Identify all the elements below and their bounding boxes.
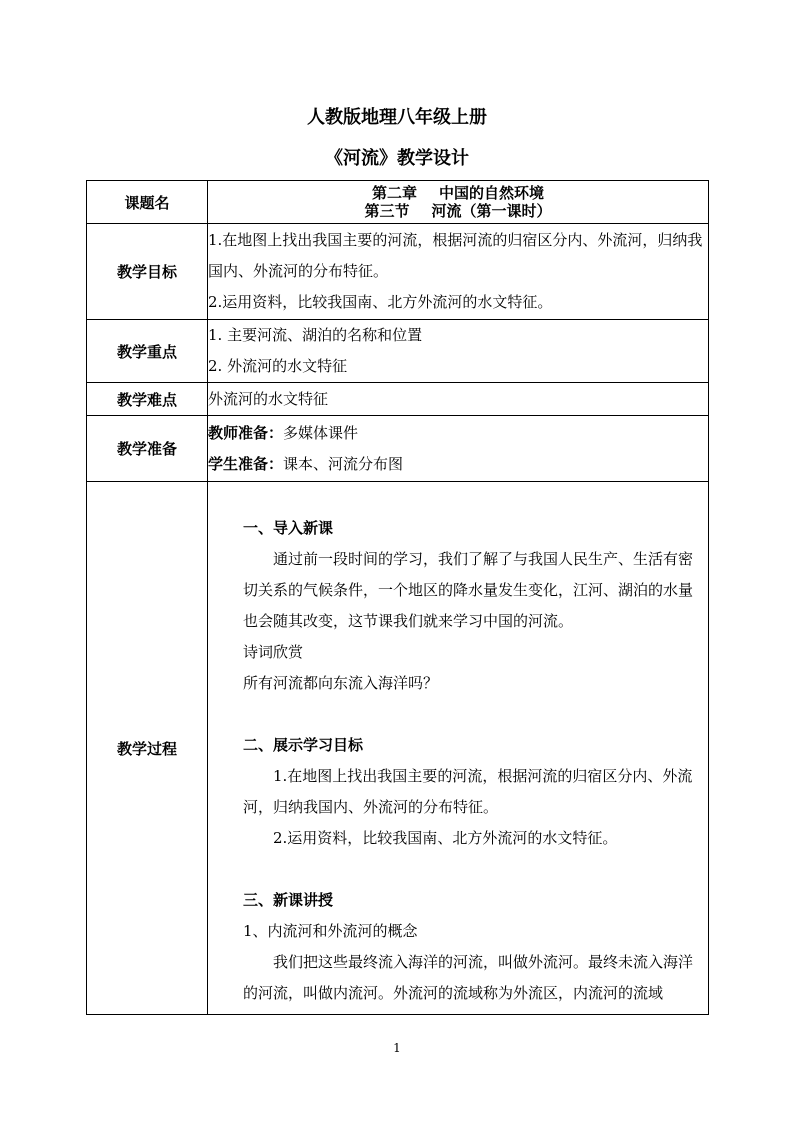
teacher-prep [208,418,708,449]
intro-paragraph: 通过前一段时间的学习，我们了解了与我国人民生产、生活有密切关系的气候条件，一个地区的降水量发生变化，江河、湖泊的水量也会随其改变，这节课我们就来学习中国的河流。 [243,550,694,630]
topic-label: 课题名 [87,181,208,224]
student-prep [208,449,708,480]
difficulty-label: 教学难点 [87,383,208,416]
page-number: 1 [393,1041,401,1055]
goals-label: 教学目标 [87,224,208,320]
lesson-plan-table [86,180,709,1015]
section-number: 第三节 [364,202,410,220]
teacher-prep-label: 教师准备： [208,423,284,442]
difficulty-content: 外流河的水文特征 [208,383,709,416]
prep-label: 教学准备 [87,416,208,482]
table-row-difficulty [87,383,709,416]
topic-content [208,181,709,224]
key-points-content [208,320,709,383]
document-subtitle: 《河流》教学设计 [325,148,469,169]
prep-content [208,416,709,482]
goals-content [208,224,709,320]
chapter-line [208,184,708,202]
lecture-subheading: 1、内流河和外流河的概念 [243,922,418,940]
goal-item-1: 1.在地图上找出我国主要的河流，根据河流的归宿区分内、外流河，归纳我国内、外流河的分布特征。 [208,231,703,280]
table-row-goals [87,224,709,320]
section-heading-goals: 二、展示学习目标 [243,736,364,754]
table-row-prep [87,416,709,482]
intro-poem: 诗词欣赏 [243,643,304,661]
section-name: 河流（第一课时） [431,202,552,220]
teacher-prep-text: 多媒体课件 [283,423,359,442]
section-heading-lecture: 三、新课讲授 [243,891,334,909]
document-title: 人教版地理八年级上册 [307,107,487,128]
student-prep-label: 学生准备： [208,454,284,473]
key-point-item-1: 1. 主要河流、湖泊的名称和位置 [208,326,423,344]
process-goal-1: 1.在地图上找出我国主要的河流，根据河流的归宿区分内、外流河，归纳我国内、外流河的分布特征。 [243,767,693,816]
lecture-paragraph: 我们把这些最终流入海洋的河流，叫做外流河。最终未流入海洋的河流，叫做内流河。外流河的流域称为外流区，内流河的流域 [243,953,694,1002]
process-label: 教学过程 [87,482,208,1015]
key-point-item-2: 2. 外流河的水文特征 [208,357,348,375]
key-points-label: 教学重点 [87,320,208,383]
chapter-name: 中国的自然环境 [439,184,545,202]
table-row-process [87,482,709,1015]
intro-question: 所有河流都向东流入海洋吗？ [243,674,439,692]
process-goal-2: 2.运用资料，比较我国南、北方外流河的水文特征。 [273,829,618,847]
student-prep-text: 课本、河流分布图 [283,454,404,473]
table-row-key-points [87,320,709,383]
goal-item-2: 2.运用资料，比较我国南、北方外流河的水文特征。 [208,293,553,311]
chapter-number: 第二章 [371,184,417,202]
section-heading-intro: 一、导入新课 [243,519,334,537]
section-line [208,202,708,220]
process-content [208,482,709,1015]
table-row-topic [87,181,709,224]
